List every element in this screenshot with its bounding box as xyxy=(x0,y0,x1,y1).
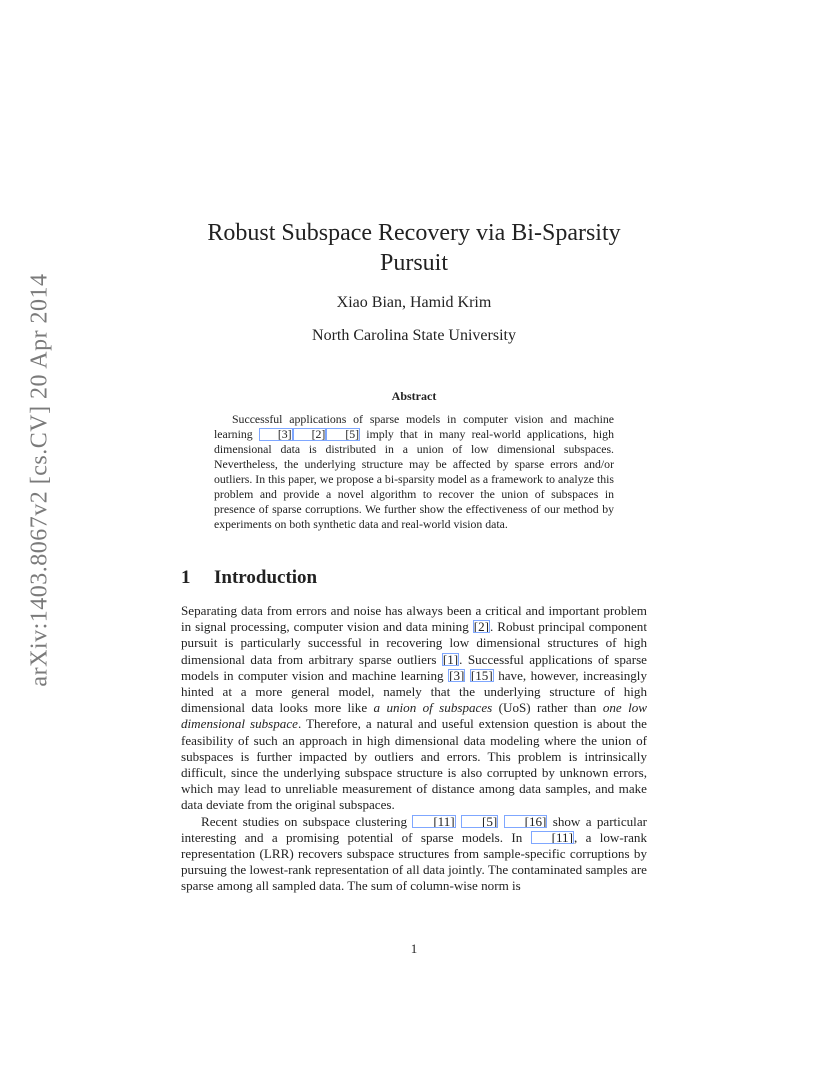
body-paragraph xyxy=(181,814,647,895)
citation-link[interactable]: [1] xyxy=(442,651,459,667)
arxiv-identifier-watermark xyxy=(10,273,70,687)
body-text: show a particular interesting and a promising potential of sparse models. In xyxy=(181,813,647,845)
paper-authors: Xiao Bian, Hamid Krim xyxy=(336,294,492,311)
abstract-paragraph xyxy=(214,412,614,532)
body-text: Separating data from errors and noise has always been a critical and important problem in signal processing, computer vision and data mining xyxy=(181,603,647,635)
abstract-body xyxy=(214,412,614,532)
paper-affiliation: North Carolina State University xyxy=(312,327,516,344)
abstract-text: Successful applications of sparse models in computer vision and machine learning xyxy=(214,412,614,441)
citation-link[interactable]: [5] xyxy=(461,815,498,828)
body-text: , a low-rank representation (LRR) recovers subspace structures from sample-specific corruptions by pursuing the lowest-rank representation of all data jointly. The contaminated samples are sparse among all sampled data. The sum of column-wise norm is xyxy=(181,829,647,894)
citation-link[interactable]: [16] xyxy=(504,815,548,828)
emphasis-text: one low dimensional subspace xyxy=(181,700,647,732)
citation-link[interactable]: [2] xyxy=(473,619,489,635)
body-text: Recent studies on subspace clustering xyxy=(201,813,413,829)
citation-link[interactable]: [3] xyxy=(259,428,293,441)
section-heading xyxy=(181,567,317,589)
section-body xyxy=(181,603,647,895)
body-text: . Robust principal component pursuit is particularly successful in recovering low dimensional structures of high dimensional data from arbitrary sparse outliers xyxy=(181,619,647,667)
citation-link[interactable]: [15] xyxy=(470,667,493,683)
body-text: . Successful applications of sparse models in computer vision and machine learning xyxy=(181,651,647,683)
emphasis-text: a union of subspaces xyxy=(373,700,493,716)
body-text: have, however, increasingly hinted at a more general model, namely that the underlying structure of high dimensional data looks more like xyxy=(181,667,647,716)
paper-title: Robust Subspace Recovery via Bi-Sparsity Pursuit xyxy=(207,220,621,276)
body-text: . Therefore, a natural and useful extension question is about the feasibility of such an approach in high dimensional data modeling where the union of subspaces is further impacted by outliers and errors. This problem is intrinsically difficult, since the underlying subspace structure is also corrupted by unknown errors, which may lead to unreliable measurement of distance among data samples, and make data deviate from the original subspaces. xyxy=(181,716,647,813)
arxiv-identifier-text: arXiv:1403.8067v2 [cs.CV] 20 Apr 2014 xyxy=(26,273,53,687)
abstract-text: imply that in many real-world applications, high dimensional data is distributed in a union of low dimensional subspaces. Nevertheless, the underlying structure may be affected by sparse errors and/or outliers. In this paper, we propose a bi-sparsity model as a framework to analyze this problem and provide a novel algorithm to recover the union of subspaces in presence of sparse corruptions. We further show the effectiveness of our method by experiments on both synthetic data and real-world vision data. xyxy=(214,427,614,531)
citation-link[interactable]: [11] xyxy=(531,831,574,844)
section-number: 1 xyxy=(181,567,191,588)
body-text: (UoS) rather than xyxy=(492,700,603,716)
citation-link[interactable]: [5] xyxy=(326,428,360,441)
citation-link[interactable]: [3] xyxy=(449,667,465,683)
section-title: Introduction xyxy=(214,567,318,588)
body-paragraph xyxy=(181,603,647,814)
page-number: 1 xyxy=(410,941,418,956)
citation-link[interactable]: [2] xyxy=(293,428,327,441)
citation-link[interactable]: [11] xyxy=(412,815,455,828)
abstract-heading: Abstract xyxy=(391,389,437,403)
